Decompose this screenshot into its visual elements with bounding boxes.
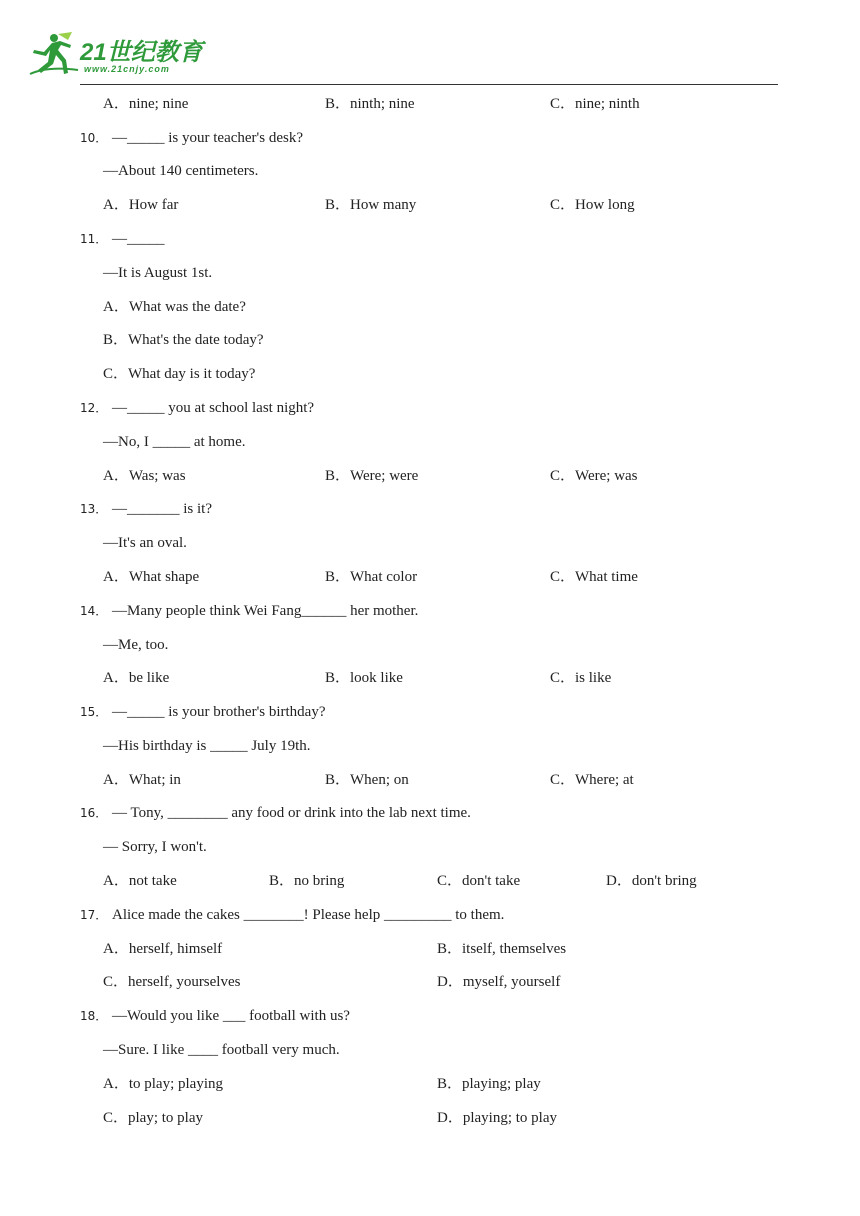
question-number: 17． <box>80 908 108 922</box>
question-text: —_____ is your brother's birthday? <box>112 704 326 720</box>
q9-option-b: B．ninth; nine <box>325 96 415 112</box>
q11-option-b: B．What's the date today? <box>103 332 264 348</box>
question-number: 12． <box>80 401 108 415</box>
question-number: 13． <box>80 502 108 516</box>
question-text: —_____ is your teacher's desk? <box>112 130 303 146</box>
q16-reply: — Sorry, I won't. <box>103 839 207 855</box>
q14-reply: —Me, too. <box>103 637 169 653</box>
question-number: 10． <box>80 131 108 145</box>
q13-reply: —It's an oval. <box>103 535 187 551</box>
question-text: —Would you like ___ football with us? <box>112 1008 350 1024</box>
header-divider <box>80 84 778 85</box>
q9-option-a: A．nine; nine <box>103 96 189 112</box>
q13-option-b: B．What color <box>325 569 418 585</box>
q18-option-c: C．play; to play <box>103 1110 203 1126</box>
runner-logo-icon <box>28 30 80 76</box>
q10-option-a: A．How far <box>103 197 179 213</box>
q12-prompt <box>80 398 314 418</box>
q10-option-c: C．How long <box>550 197 635 213</box>
q18-reply: —Sure. I like ____ football very much. <box>103 1042 340 1058</box>
q17-option-a: A．herself, himself <box>103 941 223 957</box>
q18-option-a: A．to play; playing <box>103 1076 223 1092</box>
q18-prompt <box>80 1006 350 1026</box>
q16-option-d: D．don't bring <box>606 873 697 889</box>
question-text: —Many people think Wei Fang______ her mother. <box>112 603 419 619</box>
question-number: 11． <box>80 232 108 246</box>
logo-text: 21世纪教育 <box>80 39 203 66</box>
question-text: —_______ is it? <box>112 501 212 517</box>
q17-prompt <box>80 905 504 925</box>
logo <box>28 30 203 78</box>
question-text: — Tony, ________ any food or drink into the lab next time. <box>112 805 471 821</box>
q15-option-c: C．Where; at <box>550 772 634 788</box>
q11-prompt <box>80 229 165 249</box>
q9-option-c: C．nine; ninth <box>550 96 640 112</box>
logo-url: www.21cnjy.com <box>84 64 170 74</box>
q11-option-c: C．What day is it today? <box>103 366 256 382</box>
q16-option-b: B．no bring <box>269 873 345 889</box>
question-number: 18． <box>80 1009 108 1023</box>
question-number: 14． <box>80 604 108 618</box>
question-text: —_____ <box>112 231 165 247</box>
q12-option-a: A．Was; was <box>103 468 186 484</box>
q10-option-b: B．How many <box>325 197 417 213</box>
q14-option-c: C．is like <box>550 670 612 686</box>
question-number: 16． <box>80 806 108 820</box>
q12-option-c: C．Were; was <box>550 468 638 484</box>
page-header <box>0 0 860 90</box>
question-text: —_____ you at school last night? <box>112 400 315 416</box>
q10-prompt <box>80 128 303 148</box>
q15-option-b: B．When; on <box>325 772 409 788</box>
q17-option-c: C．herself, yourselves <box>103 974 241 990</box>
q11-reply: —It is August 1st. <box>103 265 213 281</box>
q16-option-a: A．not take <box>103 873 177 889</box>
q15-reply: —His birthday is _____ July 19th. <box>103 738 311 754</box>
q13-option-a: A．What shape <box>103 569 200 585</box>
q12-reply: —No, I _____ at home. <box>103 434 246 450</box>
q17-option-b: B．itself, themselves <box>437 941 567 957</box>
question-number: 15． <box>80 705 108 719</box>
q17-option-d: D．myself, yourself <box>437 974 561 990</box>
q13-prompt <box>80 499 212 519</box>
q18-option-b: B．playing; play <box>437 1076 541 1092</box>
q10-reply: —About 140 centimeters. <box>103 163 259 179</box>
q18-option-d: D．playing; to play <box>437 1110 557 1126</box>
q13-option-c: C．What time <box>550 569 638 585</box>
q16-prompt <box>80 803 471 823</box>
q16-option-c: C．don't take <box>437 873 521 889</box>
q15-prompt <box>80 702 326 722</box>
question-text: Alice made the cakes ________! Please help _________ to them. <box>112 907 505 923</box>
q15-option-a: A．What; in <box>103 772 181 788</box>
q14-option-b: B．look like <box>325 670 403 686</box>
q14-option-a: A．be like <box>103 670 170 686</box>
q11-option-a: A．What was the date? <box>103 299 246 315</box>
q14-prompt <box>80 601 418 621</box>
q12-option-b: B．Were; were <box>325 468 419 484</box>
